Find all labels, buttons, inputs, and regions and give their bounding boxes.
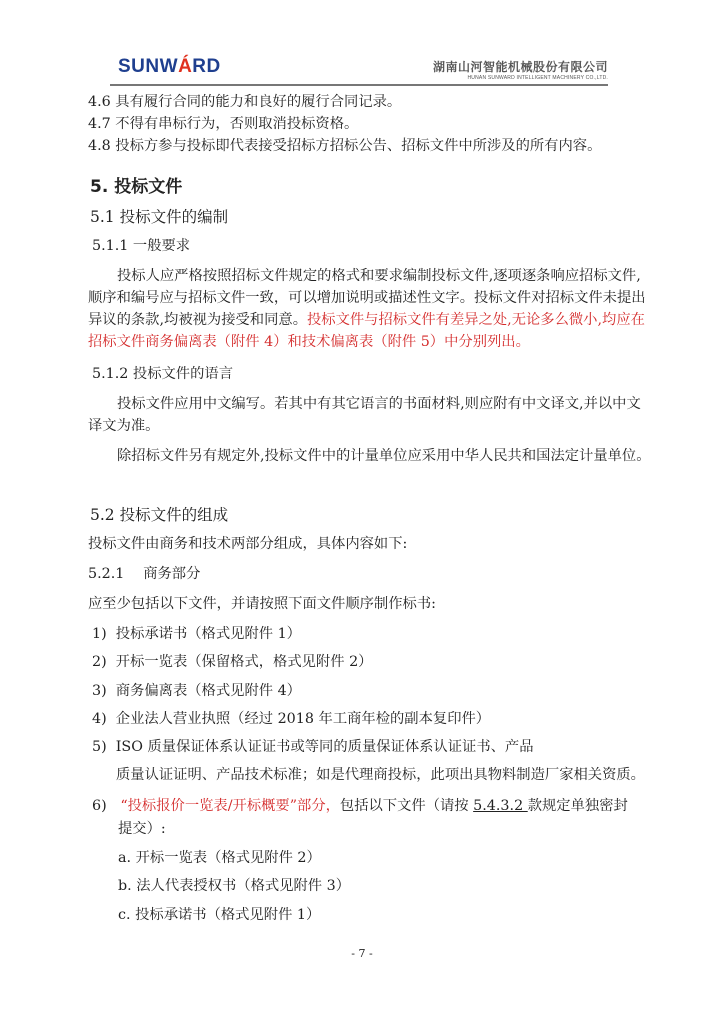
heading-5-1-1: 5.1.1 一般要求 [92, 238, 191, 254]
clause-4-8: 4.8 投标方参与投标即代表接受招标方招标公告、招标文件中所涉及的所有内容。 [88, 138, 602, 154]
sub-item: a. 开标一览表（格式见附件 2） [118, 850, 321, 866]
item-number: 1) [92, 626, 107, 642]
section-title: 5. 投标文件 [90, 177, 183, 197]
item-number: 5) [92, 739, 107, 755]
paragraph-line: 投标文件由商务和技术两部分组成，具体内容如下: [88, 536, 408, 552]
clause-4-7: 4.7 不得有串标行为，否则取消投标资格。 [88, 116, 359, 132]
item-text: 包括以下文件（请按 [339, 798, 474, 814]
item-text: ISO 质量保证体系认证证书或等同的质量保证体系认证证书、产品 [115, 739, 534, 755]
company-name-cn: 湖南山河智能机械股份有限公司 [432, 60, 608, 74]
sunward-logo: SUNWÁRD [118, 56, 221, 77]
highlighted-text: 投标文件与招标文件有差异之处,无论多么微小,均应在 [307, 312, 645, 328]
item-text: 商务偏离表（格式见附件 4） [115, 683, 301, 699]
company-name [433, 58, 608, 81]
sub-item: c. 投标承诺书（格式见附件 1） [118, 907, 321, 923]
paragraph-line [88, 311, 645, 329]
list-item [92, 738, 534, 756]
clause-reference: 5.4.3.2 [473, 798, 528, 814]
highlighted-text: “投标报价一览表/开标概要”部分， [120, 798, 340, 814]
item-text: 投标承诺书（格式见附件 1） [115, 626, 301, 642]
list-item [92, 682, 301, 700]
list-item-continuation: 提交）: [118, 821, 166, 837]
paragraph-line: 除招标文件另有规定外,投标文件中的计量单位应采用中华人民共和国法定计量单位。 [117, 448, 651, 464]
paragraph-line: 投标人应严格按照招标文件规定的格式和要求编制投标文件,逐项逐条响应招标文件, [117, 268, 641, 284]
item-number: 6) [92, 798, 107, 814]
subsection-5-1: 5.1 投标文件的编制 [90, 208, 229, 226]
item-number: 4) [92, 711, 107, 727]
company-name-en: HUNAN SUNWARD INTELLIGENT MACHINERY CO.,LTD. [467, 75, 608, 81]
page-number: - 7 - [351, 947, 373, 960]
heading-5-1-2: 5.1.2 投标文件的语言 [92, 366, 233, 382]
sub-item: b. 法人代表授权书（格式见附件 3） [118, 878, 351, 894]
header-divider [110, 84, 608, 86]
list-item [92, 625, 301, 643]
clause-4-6: 4.6 具有履行合同的能力和良好的履行合同记录。 [88, 94, 402, 110]
paragraph-line: 译文为准。 [88, 418, 160, 434]
list-item [92, 710, 490, 728]
list-item [92, 653, 372, 671]
item-number: 2) [92, 654, 107, 670]
paragraph-text: 异议的条款,均被视为接受和同意。 [88, 312, 307, 328]
list-item-continuation: 质量认证证明、产品技术标准；如是代理商投标，此项出具物料制造厂家相关资质。 [116, 767, 645, 783]
paragraph-line: 投标文件应用中文编写。若其中有其它语言的书面材料,则应附有中文译文,并以中文 [117, 396, 641, 412]
item-text: 企业法人营业执照（经过 2018 年工商年检的副本复印件） [115, 711, 491, 727]
paragraph-line: 顺序和编号应与招标文件一致，可以增加说明或描述性文字。投标文件对招标文件未提出 [88, 290, 646, 306]
heading-5-2-1: 5.2.1 商务部分 [88, 566, 201, 582]
subsection-5-2: 5.2 投标文件的组成 [90, 506, 229, 524]
item-text: 开标一览表（保留格式，格式见附件 2） [115, 654, 373, 670]
paragraph-line: 应至少包括以下文件，并请按照下面文件顺序制作标书: [88, 596, 436, 612]
item-text: 款规定单独密封 [527, 798, 628, 814]
list-item [92, 797, 628, 815]
item-number: 3) [92, 683, 107, 699]
highlighted-text: 招标文件商务偏离表（附件 4）和技术偏离表（附件 5）中分别列出。 [88, 334, 530, 350]
